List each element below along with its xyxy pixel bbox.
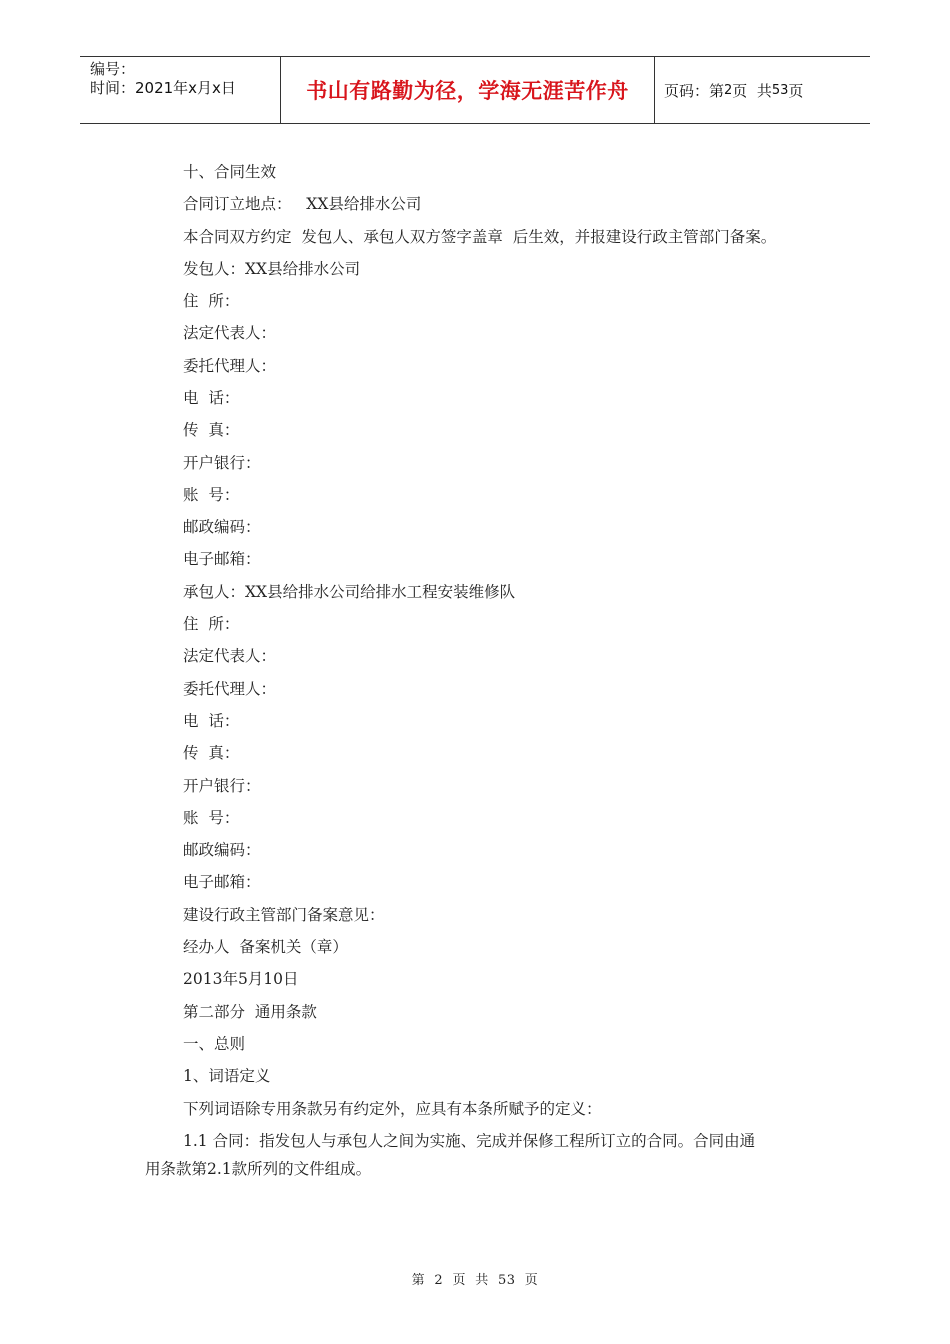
header-motto-cell <box>281 57 655 123</box>
document-number-label: 编号： <box>90 60 136 78</box>
body-line-continuation: 用条款第2.1款所列的文件组成。 <box>145 1160 372 1178</box>
body-line: 承包人：XX县给排水公司给排水工程安装维修队 <box>183 583 516 601</box>
body-line: 十、合同生效 <box>183 163 277 181</box>
body-line: 开户银行： <box>183 777 261 795</box>
body-line: 电子邮箱： <box>183 550 261 568</box>
header-table <box>80 56 870 124</box>
body-line: 电 话： <box>183 712 240 730</box>
body-line: 法定代表人： <box>183 324 277 342</box>
body-line: 账 号： <box>183 486 240 504</box>
body-line: 本合同双方约定 发包人、承包人双方签字盖章 后生效，并报建设行政主管部门备案。 <box>183 228 777 246</box>
body-line: 住 所： <box>183 615 240 633</box>
body-line: 经办人 备案机关（章） <box>183 938 348 956</box>
footer-page-number: 第 2 页 共 53 页 <box>411 1273 539 1288</box>
body-line: 电 话： <box>183 389 240 407</box>
body-line: 电子邮箱： <box>183 873 261 891</box>
body-line: 合同订立地点： XX县给排水公司 <box>183 195 422 213</box>
page-label-pre: 页码：第 <box>664 81 725 100</box>
page-total: 53 <box>771 82 789 98</box>
body-line: 1、词语定义 <box>183 1067 271 1085</box>
page-footer <box>0 1269 950 1288</box>
body-line: 发包人：XX县给排水公司 <box>183 260 361 278</box>
body-line: 账 号： <box>183 809 240 827</box>
body-line: 传 真： <box>183 744 240 762</box>
body-line: 委托代理人： <box>183 680 277 698</box>
body-line: 一、总则 <box>183 1035 246 1053</box>
body-line: 1.1 合同：指发包人与承包人之间为实施、完成并保修工程所订立的合同。合同由通 <box>183 1132 756 1150</box>
body-line: 2013年5月10日 <box>183 970 299 988</box>
page-label-post: 页 <box>788 81 804 100</box>
body-line: 邮政编码： <box>183 841 261 859</box>
page-current: 2 <box>724 82 733 98</box>
header-meta-cell <box>80 57 281 123</box>
body-line: 开户银行： <box>183 454 261 472</box>
page-label-mid: 页 共 <box>732 81 772 100</box>
body-line: 第二部分 通用条款 <box>183 1003 317 1021</box>
body-line: 邮政编码： <box>183 518 261 536</box>
header-motto: 书山有路勤为径，学海无涯苦作舟 <box>306 79 629 103</box>
body-line: 建设行政主管部门备案意见： <box>183 906 385 924</box>
body-line: 委托代理人： <box>183 357 277 375</box>
document-time-label: 时间：2021年x月x日 <box>90 79 236 97</box>
body-line: 下列词语除专用条款另有约定外，应具有本条所赋予的定义： <box>183 1100 602 1118</box>
header-page-cell <box>655 57 870 123</box>
body-line: 法定代表人： <box>183 647 277 665</box>
body-line: 传 真： <box>183 421 240 439</box>
body-line: 住 所： <box>183 292 240 310</box>
